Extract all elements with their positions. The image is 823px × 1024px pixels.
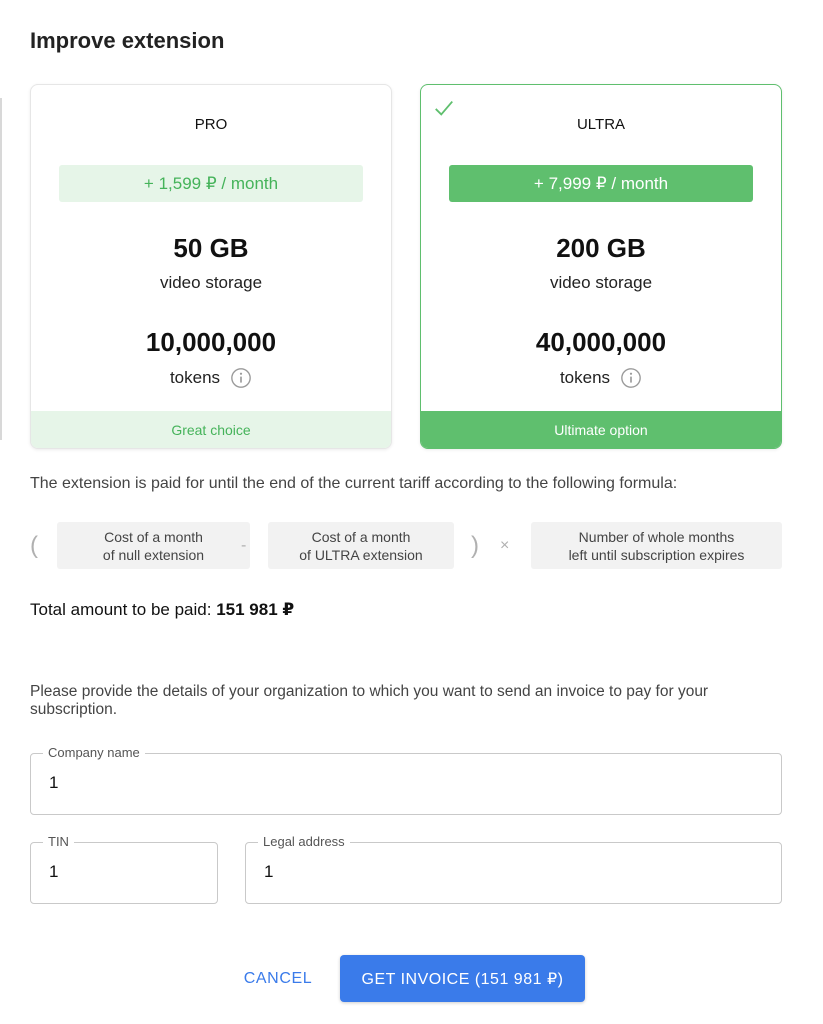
plan-price: + 1,599 ₽ / month	[59, 165, 363, 202]
company-name-input[interactable]	[49, 773, 763, 793]
tokens-label: tokens	[559, 368, 611, 387]
formula-description: The extension is paid for until the end of the current tariff according to the following formula:	[30, 475, 678, 492]
info-icon[interactable]	[230, 367, 252, 389]
tokens-row	[421, 367, 781, 389]
tin-field[interactable]	[30, 834, 218, 904]
formula-term-months-left: Number of whole months left until subscription expires	[531, 522, 782, 569]
total-value: 151 981 ₽	[216, 600, 295, 619]
legal-address-field[interactable]	[245, 834, 782, 904]
plan-cards	[30, 84, 782, 449]
plan-footer-badge: Ultimate option	[421, 411, 781, 448]
storage-amount: 50 GB	[173, 233, 249, 263]
plan-card-pro[interactable]	[30, 84, 392, 449]
formula-open-paren: (	[30, 531, 38, 559]
company-name-field[interactable]	[30, 745, 782, 815]
plan-price: + 7,999 ₽ / month	[449, 165, 753, 202]
legal-address-label: Legal address	[258, 834, 350, 850]
legal-address-input[interactable]	[264, 862, 763, 882]
plan-footer-badge: Great choice	[31, 411, 391, 448]
org-description: Please provide the details of your organization to which you want to send an invoice to pay for your subscription.	[30, 683, 709, 718]
get-invoice-button[interactable]: GET INVOICE (151 981 ₽)	[340, 955, 585, 1002]
tin-label: TIN	[43, 834, 74, 850]
total-amount	[30, 600, 294, 620]
page-title: Improve extension	[30, 28, 225, 53]
tokens-amount: 10,000,000	[145, 327, 277, 357]
tokens-label: tokens	[169, 368, 221, 387]
formula-times: ×	[500, 536, 510, 554]
storage-label: video storage	[549, 273, 653, 292]
formula-term-ultra-extension: Cost of a month of ULTRA extension	[268, 522, 454, 569]
tin-input[interactable]	[49, 862, 199, 882]
formula-term-null-extension: Cost of a month of null extension	[57, 522, 250, 569]
formula	[30, 522, 782, 569]
tokens-amount: 40,000,000	[535, 327, 667, 357]
storage-amount: 200 GB	[556, 233, 646, 263]
plan-name: ULTRA	[576, 116, 626, 133]
storage-label: video storage	[159, 273, 263, 292]
formula-close-paren: )	[471, 531, 479, 559]
plan-name: PRO	[194, 116, 228, 133]
plan-card-ultra[interactable]	[420, 84, 782, 449]
company-name-label: Company name	[43, 745, 145, 761]
cancel-button[interactable]: CANCEL	[230, 955, 326, 1002]
tokens-row	[31, 367, 391, 389]
left-edge-divider	[0, 98, 2, 440]
info-icon[interactable]	[620, 367, 642, 389]
total-label: Total amount to be paid:	[30, 600, 212, 619]
formula-minus: -	[241, 536, 247, 554]
